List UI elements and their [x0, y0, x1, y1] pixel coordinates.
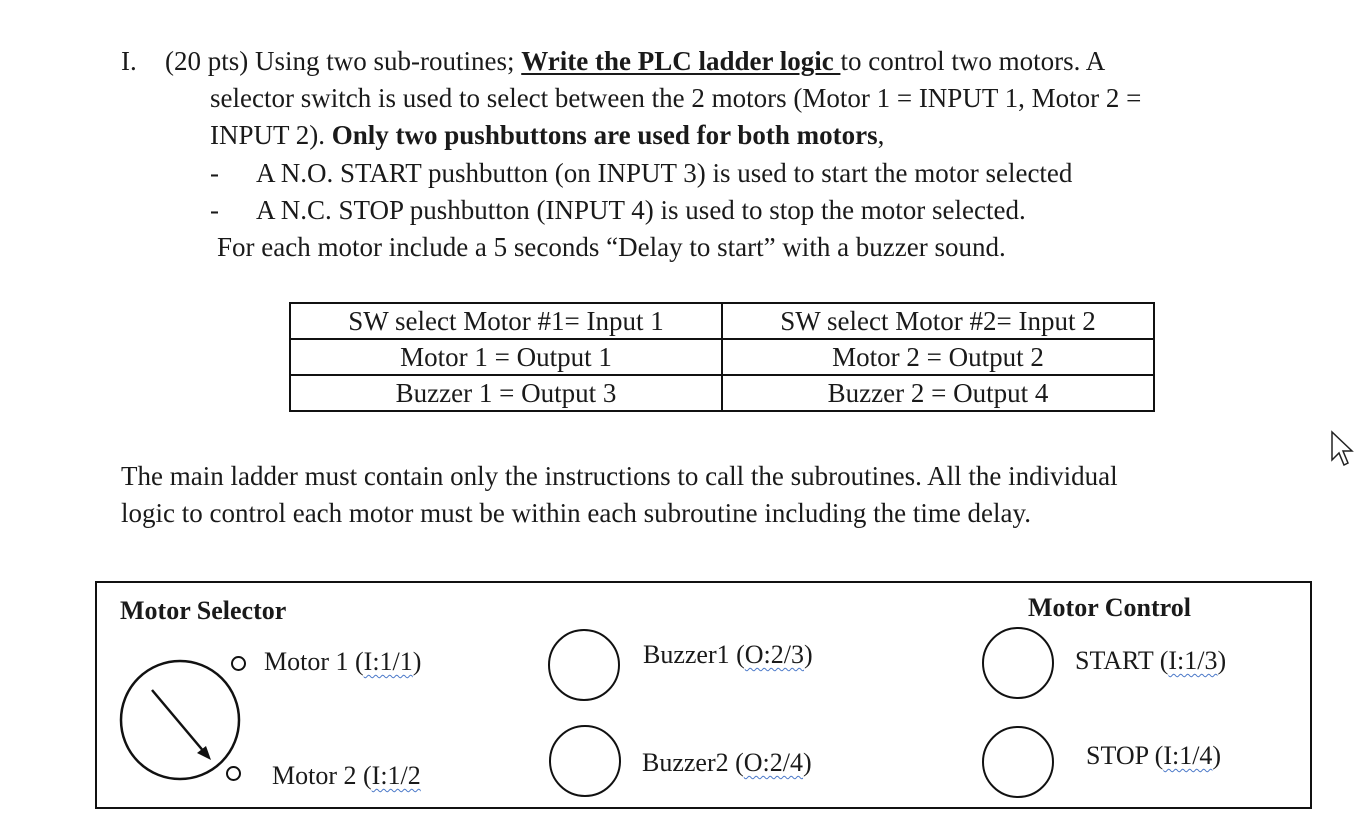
- table-cell: Motor 2 = Output 2: [722, 339, 1154, 375]
- motor-2-label-prefix: Motor 2 (: [272, 761, 372, 790]
- bullet-dash-stop: -: [210, 195, 219, 225]
- buzzer-2-address: O:2/4: [743, 748, 804, 777]
- start-label: [1075, 644, 1226, 678]
- buzzer-1-label: [643, 638, 813, 672]
- motor-1-label: [264, 645, 421, 679]
- io-assignment-table: [289, 302, 1155, 412]
- bullet-dash-start: -: [210, 158, 219, 188]
- question-emphasis-pushbuttons: Only two pushbuttons are used for both motors: [331, 120, 878, 150]
- question-number: I.: [121, 46, 137, 76]
- stop-label: [1086, 739, 1221, 773]
- paragraph-line-1: The main ladder must contain only the instructions to call the subroutines. All the individual: [121, 461, 1118, 491]
- motor-selector-title: Motor Selector: [120, 596, 287, 625]
- start-pushbutton[interactable]: [982, 627, 1054, 699]
- stop-label-prefix: STOP (: [1086, 741, 1164, 770]
- paragraph-line-2: logic to control each motor must be within each subroutine including the time delay.: [121, 498, 1032, 528]
- motor-2-radio[interactable]: [226, 766, 241, 781]
- start-label-suffix: ): [1217, 646, 1227, 675]
- table-cell: Buzzer 2 = Output 4: [722, 375, 1154, 411]
- motor-1-address: I:1/1: [363, 647, 413, 676]
- start-address: I:1/3: [1168, 646, 1218, 675]
- question-line-3-end: ,: [877, 120, 885, 150]
- buzzer-2-label-prefix: Buzzer2 (: [642, 748, 744, 777]
- selector-switch-knob[interactable]: [115, 655, 245, 785]
- motor-control-title: Motor Control: [1028, 593, 1191, 622]
- table-cell: Motor 1 = Output 1: [290, 339, 722, 375]
- buzzer-2-label-suffix: ): [803, 748, 812, 777]
- question-line-3: [210, 118, 884, 152]
- question-line-1-intro: (20 pts) Using two sub-routines;: [165, 46, 522, 76]
- bullet-stop-pushbutton: A N.C. STOP pushbutton (INPUT 4) is used to stop the motor selected.: [256, 195, 1026, 225]
- table-cell: SW select Motor #1= Input 1: [290, 303, 722, 339]
- question-line-1: [165, 44, 1105, 78]
- motor-2-label: [272, 759, 421, 793]
- mouse-pointer-icon: [1330, 430, 1354, 470]
- buzzer-1-label-suffix: ): [804, 640, 813, 669]
- delay-requirement: For each motor include a 5 seconds “Delay to start” with a buzzer sound.: [217, 232, 1006, 262]
- table-cell: SW select Motor #2= Input 2: [722, 303, 1154, 339]
- question-emphasis-ladder-logic: Write the PLC ladder logic: [521, 46, 841, 76]
- table-cell: Buzzer 1 = Output 3: [290, 375, 722, 411]
- stop-label-suffix: ): [1212, 741, 1222, 770]
- motor-1-label-prefix: Motor 1 (: [264, 647, 364, 676]
- table-row: [290, 375, 1154, 411]
- question-line-3-start: INPUT 2).: [210, 120, 332, 150]
- buzzer-2-indicator: [549, 725, 621, 797]
- buzzer-2-label: [642, 746, 812, 780]
- buzzer-1-indicator: [548, 629, 620, 701]
- stop-address: I:1/4: [1163, 741, 1213, 770]
- buzzer-1-address: O:2/3: [744, 640, 805, 669]
- table-row: [290, 303, 1154, 339]
- start-label-prefix: START (: [1075, 646, 1169, 675]
- question-line-2: selector switch is used to select between the 2 motors (Motor 1 = INPUT 1, Motor 2 =: [210, 83, 1142, 113]
- buzzer-1-label-prefix: Buzzer1 (: [643, 640, 745, 669]
- motor-1-radio[interactable]: [231, 656, 246, 671]
- table-row: [290, 339, 1154, 375]
- bullet-start-pushbutton: A N.O. START pushbutton (on INPUT 3) is used to start the motor selected: [256, 158, 1073, 188]
- control-panel: [95, 581, 1312, 809]
- motor-2-address: I:1/2: [371, 761, 421, 790]
- motor-1-label-suffix: ): [412, 647, 422, 676]
- question-line-1-end: to control two motors. A: [840, 46, 1106, 76]
- stop-pushbutton[interactable]: [982, 726, 1054, 798]
